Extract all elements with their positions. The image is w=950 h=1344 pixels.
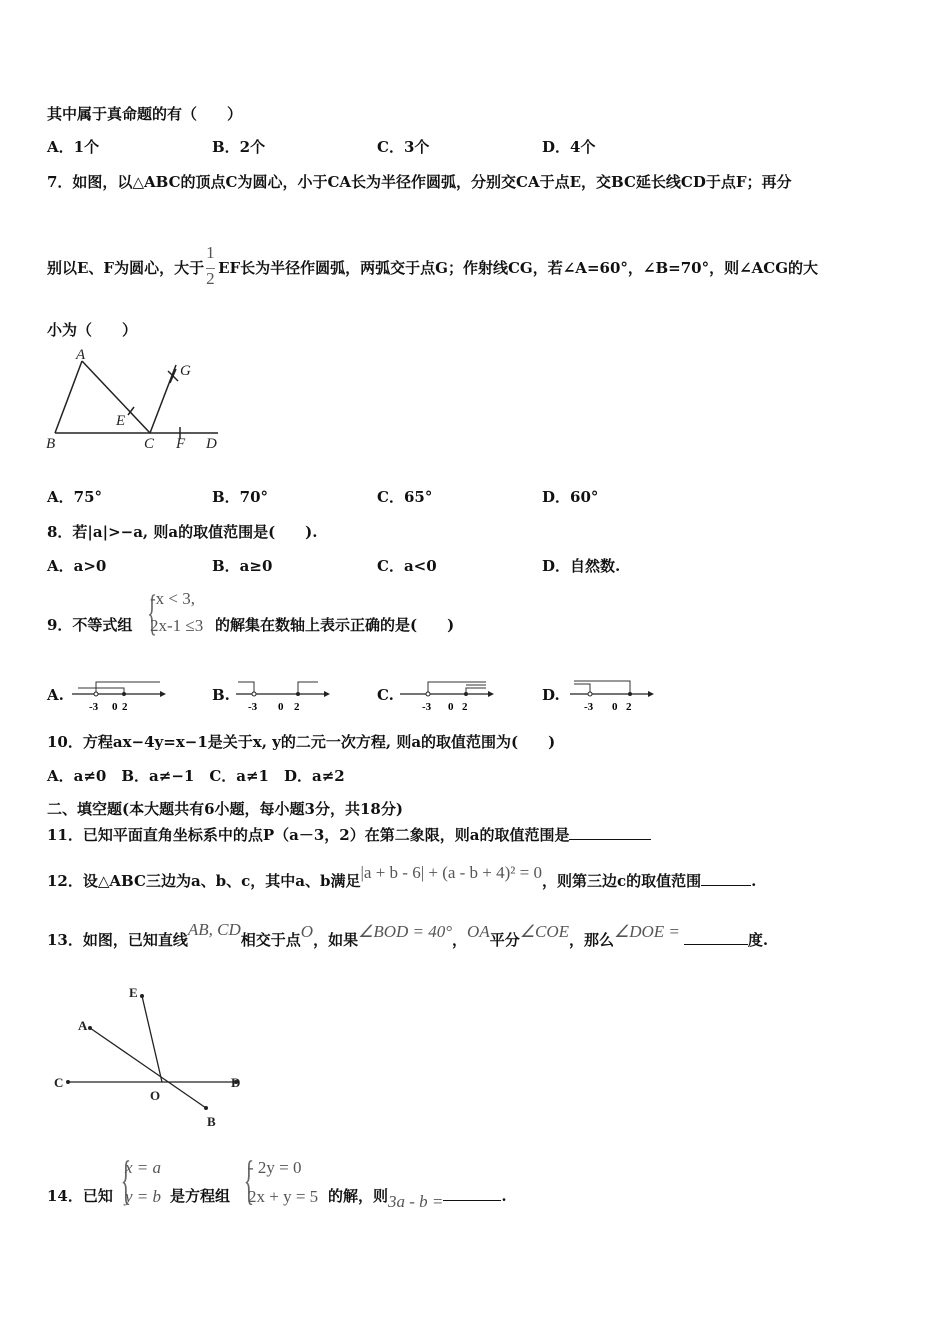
q8-option-a: A．a>0	[47, 557, 107, 575]
q8-option-b: B．a≥0	[212, 557, 273, 575]
q12	[47, 863, 757, 891]
frac-num: 1	[206, 243, 215, 262]
q7-option-a: A．75°	[47, 488, 103, 506]
q14-post	[328, 1185, 507, 1211]
line-ab	[90, 1028, 206, 1108]
q11	[47, 824, 651, 845]
label-b: B	[46, 436, 56, 452]
tick-label: -3	[584, 701, 594, 713]
q6-option-a: A．1个	[47, 138, 100, 156]
q9-pre: 9．不等式组	[47, 616, 133, 634]
q11-stem: 11．已知平面直角坐标系中的点P（a－3，2）在第二象限，则a的取值范围是	[47, 826, 570, 844]
brace: {	[147, 584, 157, 640]
q9-option-b[interactable]: B.	[212, 686, 230, 704]
label-c: C	[54, 1075, 64, 1090]
q13-m6: ∠DOE =	[614, 922, 680, 941]
label-c: C	[144, 436, 155, 452]
q7-figure	[40, 343, 230, 455]
q7-line2-pre: 别以E、F为圆心，大于	[47, 259, 205, 277]
q9-option-a[interactable]: A.	[47, 686, 64, 704]
label-g: G	[180, 363, 191, 379]
q7-line2-post: EF长为半径作圆弧，两弧交于点G；作射线CG，若∠A=60°，∠B=70°，则∠ACG的大	[218, 259, 819, 277]
q13	[47, 920, 769, 950]
tick-label: 0	[448, 701, 454, 713]
q13-t4: 平分	[489, 931, 520, 949]
q7-line1: 7．如图，以△ABC的顶点C为圆心，小于CA长为半径作圆弧，分别交CA于点E，交BC延长线CD于点F；再分	[47, 173, 792, 191]
q14-expr: 3a - b =	[388, 1192, 444, 1211]
q6-option-d: D．4个	[542, 138, 596, 156]
q8-option-c: C．a<0	[377, 557, 437, 575]
tick-label: 0	[112, 701, 118, 713]
q12-formula: |a + b - 6| + (a - b + 4)² = 0	[360, 863, 542, 882]
q14-s1: x = a	[125, 1158, 162, 1177]
number-line-b	[236, 678, 331, 714]
q14-end: .	[501, 1187, 507, 1205]
q13-t2: ，如果	[313, 931, 359, 949]
label-b: B	[207, 1114, 216, 1129]
answer-blank[interactable]	[443, 1193, 501, 1201]
section-2-heading: 二、填空题(本大题共有6小题，每小题3分，共18分)	[47, 800, 403, 818]
q9-option-d[interactable]: D.	[542, 686, 560, 704]
q13-m2: O	[300, 922, 314, 941]
brace: {	[243, 1150, 255, 1210]
q13-end: 度.	[747, 931, 769, 949]
q7-option-b: B．70°	[212, 488, 269, 506]
q14-e1: - 2y = 0	[248, 1158, 302, 1177]
answer-blank[interactable]	[569, 825, 651, 840]
q12-end: .	[751, 872, 757, 890]
q14-s2: y = b	[125, 1187, 162, 1206]
tick-label: 0	[278, 701, 284, 713]
q8-option-d: D．自然数.	[542, 557, 621, 575]
q6-option-c: C．3个	[377, 138, 430, 156]
q14-e2: 2x + y = 5	[248, 1187, 319, 1206]
q13-t3: ，	[452, 931, 468, 949]
answer-blank[interactable]	[684, 930, 748, 945]
q9-eq1: -x < 3,	[150, 589, 195, 608]
answer-blank[interactable]	[701, 871, 751, 886]
label-a: A	[78, 1018, 88, 1033]
label-a: A	[76, 347, 86, 363]
label-f: F	[176, 436, 186, 452]
q13-m5: ∠COE	[519, 922, 569, 941]
q6-stem: 其中属于真命题的有（ ）	[47, 105, 243, 123]
q14-post-text: 的解，则	[328, 1187, 389, 1205]
number-line-d	[570, 678, 660, 714]
q7-line3: 小为（ ）	[47, 321, 138, 339]
q13-pre: 13．如图，已知直线	[47, 931, 188, 949]
tick-label: 2	[294, 701, 300, 713]
ray-oe	[142, 996, 162, 1082]
tick-label: 2	[462, 701, 468, 713]
q12-pre: 12．设△ABC三边为a、b、c，其中a、b满足	[47, 872, 361, 890]
tick-label: 2	[626, 701, 632, 713]
q13-m1: AB, CD	[187, 920, 241, 939]
q14-mid: 是方程组	[170, 1187, 231, 1205]
brace: {	[120, 1150, 132, 1210]
q14-pre: 14．已知	[47, 1187, 113, 1205]
q6-option-b: B．2个	[212, 138, 266, 156]
segment-ab	[55, 361, 82, 433]
tick-label: -3	[248, 701, 258, 713]
q13-figure	[50, 980, 250, 1130]
q13-m3: ∠BOD = 40°	[358, 922, 453, 941]
q8-stem: 8．若|a|>−a, 则a的取值范围是( ).	[47, 523, 318, 541]
q10-stem: 10．方程ax−4y=x−1是关于x, y的二元一次方程, 则a的取值范围为( )	[47, 733, 556, 751]
label-d: D	[206, 436, 217, 452]
number-line-c	[400, 678, 495, 714]
label-e: E	[116, 413, 126, 429]
q7-option-d: D．60°	[542, 488, 599, 506]
label-d: D	[231, 1075, 241, 1090]
tick-label: 0	[612, 701, 618, 713]
q12-post: ，则第三边c的取值范围	[542, 872, 702, 890]
tick-label: -3	[89, 701, 99, 713]
q13-t5: ，那么	[568, 931, 614, 949]
q10-options: A．a≠0 B．a≠−1 C．a≠1 D．a≠2	[47, 767, 345, 785]
number-line-a	[72, 678, 167, 714]
q9-eq2: 2x-1 ≤3	[150, 616, 204, 635]
label-e: E	[129, 985, 138, 1000]
q9-post: 的解集在数轴上表示正确的是( )	[215, 616, 455, 634]
q13-m4: OA	[467, 922, 490, 941]
tick-label: -3	[422, 701, 432, 713]
q7-line2	[47, 243, 819, 288]
q9-option-c[interactable]: C.	[377, 686, 394, 704]
q7-option-c: C．65°	[377, 488, 433, 506]
tick-label: 2	[122, 701, 128, 713]
q13-t1: 相交于点	[240, 931, 301, 949]
label-o: O	[150, 1088, 161, 1103]
frac-den: 2	[206, 269, 215, 288]
